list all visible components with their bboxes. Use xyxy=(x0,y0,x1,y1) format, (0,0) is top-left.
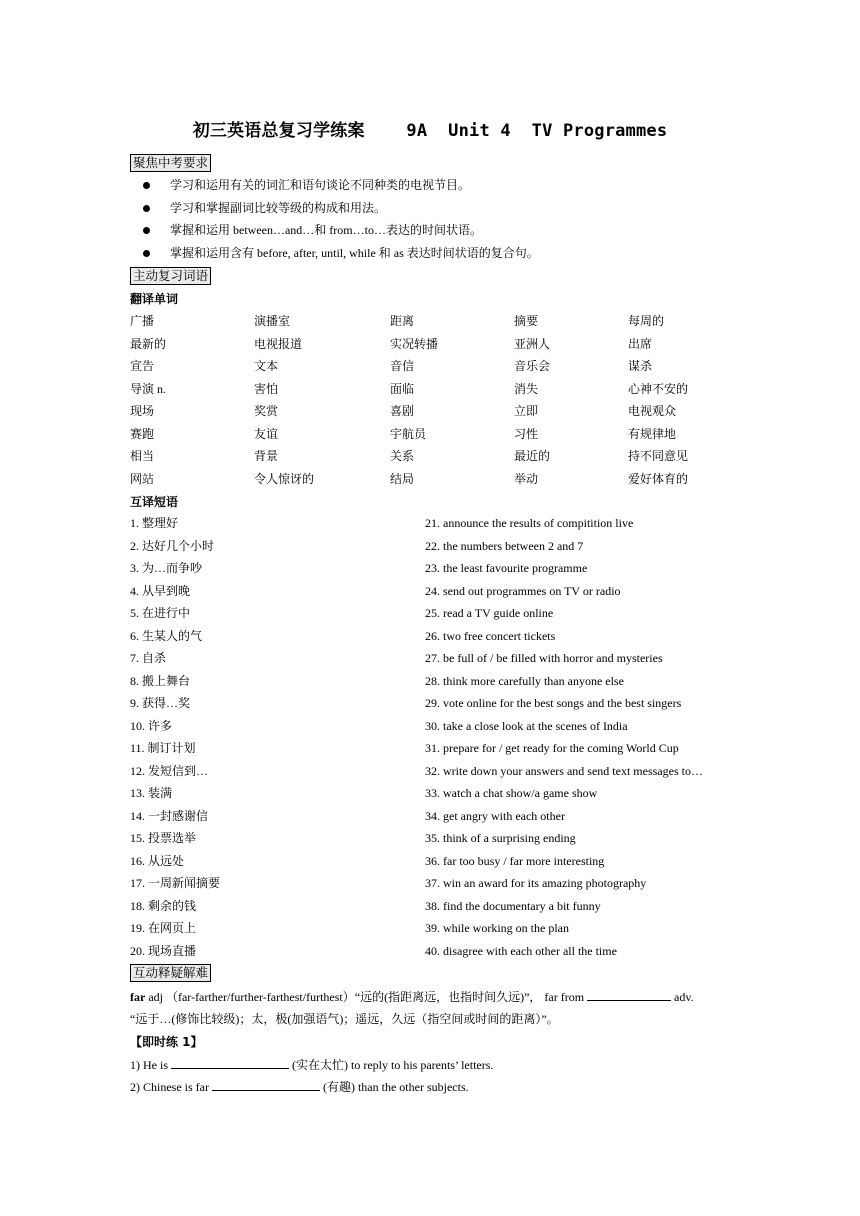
vocab-item: 亚洲人 xyxy=(514,336,551,351)
phrase-item: 40. disagree with each other all the time xyxy=(425,943,617,958)
vocab-item: 最新的 xyxy=(130,336,167,351)
vocab-item: 现场 xyxy=(130,404,155,418)
vocab-row xyxy=(130,423,750,446)
section-focus-label: 聚焦中考要求 xyxy=(130,154,211,172)
phrase-item: 23. the least favourite programme xyxy=(425,561,588,575)
phrase-item: 7. 自杀 xyxy=(130,651,167,665)
vocab-item: 音乐会 xyxy=(514,359,551,373)
vocab-item: 心神不安的 xyxy=(628,381,689,396)
phrase-item: 35. think of a surprising ending xyxy=(425,831,576,845)
answer-blank[interactable] xyxy=(587,988,671,1001)
vocab-item: 消失 xyxy=(514,381,539,396)
bullet-icon xyxy=(143,182,150,189)
vocab-item: 摘要 xyxy=(514,314,539,328)
vocab-item: 演播室 xyxy=(254,314,291,328)
phrase-item: 39. while working on the plan xyxy=(425,921,569,935)
vocab-row xyxy=(130,333,750,356)
vocab-item: 每周的 xyxy=(628,314,665,328)
phrase-item: 29. vote online for the best songs and the best singers xyxy=(425,696,682,710)
vocab-item: 文本 xyxy=(254,359,279,373)
vocab-item: 出席 xyxy=(628,336,653,351)
list-item: 掌握和运用含有 before, after, until, while 和 as 表达时间状语的复合句。 xyxy=(140,242,820,265)
vocab-item: 电视观众 xyxy=(628,404,677,418)
vocab-item: 广播 xyxy=(130,314,155,328)
bullet-icon xyxy=(143,205,150,212)
page-title: 初三英语总复习学练案 9A Unit 4 TV Programmes xyxy=(192,121,668,141)
phrase-item: 17. 一周新闻摘要 xyxy=(130,876,221,890)
exercise-title: 【即时练 1】 xyxy=(130,1035,203,1049)
vocab-item: 音信 xyxy=(390,359,415,373)
explain-line-1: far adj （far-farther/further-farthest/furthest）“远的(指距离远，也指时间久远)”， far from adv. xyxy=(130,990,694,1004)
vocab-heading: 翻译单词 xyxy=(130,292,179,306)
vocab-item: 面临 xyxy=(390,381,415,396)
phrase-item: 13. 装满 xyxy=(130,786,173,800)
vocab-item: 关系 xyxy=(390,449,415,463)
phrase-item: 14. 一封感谢信 xyxy=(130,808,209,823)
phrase-item: 8. 搬上舞台 xyxy=(130,673,191,688)
vocab-item: 友谊 xyxy=(254,426,279,441)
vocab-row xyxy=(130,378,750,401)
phrase-item: 9. 获得…奖 xyxy=(130,696,191,710)
phrase-item: 11. 制订计划 xyxy=(130,741,196,755)
list-item: 学习和掌握副词比较等级的构成和用法。 xyxy=(140,197,820,220)
phrase-item: 32. write down your answers and send text messages to… xyxy=(425,763,703,778)
list-item: 掌握和运用 between…and…和 from…to…表达的时间状语。 xyxy=(140,219,820,242)
section-review-label: 主动复习词语 xyxy=(130,267,211,285)
vocab-row xyxy=(130,400,750,423)
vocab-item: 爱好体育的 xyxy=(628,471,689,486)
vocab-item: 习性 xyxy=(514,426,539,441)
phrase-item: 36. far too busy / far more interesting xyxy=(425,853,605,868)
phrase-item: 10. 许多 xyxy=(130,718,173,733)
phrases-left-column xyxy=(130,512,220,962)
phrase-item: 28. think more carefully than anyone else xyxy=(425,673,624,688)
vocab-item: 举动 xyxy=(514,471,539,486)
vocab-row xyxy=(130,310,750,333)
vocab-item: 害怕 xyxy=(254,381,279,396)
vocab-item: 喜剧 xyxy=(390,404,415,418)
vocab-item: 相当 xyxy=(130,449,155,463)
vocab-grid xyxy=(130,310,750,490)
phrase-item: 22. the numbers between 2 and 7 xyxy=(425,538,584,553)
bullet-icon xyxy=(143,227,150,234)
phrase-item: 19. 在网页上 xyxy=(130,921,197,935)
vocab-row xyxy=(130,445,750,468)
vocab-item: 背景 xyxy=(254,449,279,463)
vocab-item: 最近的 xyxy=(514,449,551,463)
vocab-item: 宇航员 xyxy=(390,426,427,441)
phrase-item: 2. 达好几个小时 xyxy=(130,538,215,553)
vocab-item: 立即 xyxy=(514,404,539,418)
phrase-item: 31. prepare for / get ready for the coming World Cup xyxy=(425,741,679,755)
phrase-item: 25. read a TV guide online xyxy=(425,606,554,620)
vocab-item: 奖赏 xyxy=(254,404,279,418)
vocab-row xyxy=(130,355,750,378)
phrase-item: 26. two free concert tickets xyxy=(425,628,556,643)
vocab-item: 距离 xyxy=(390,314,415,328)
phrase-item: 38. find the documentary a bit funny xyxy=(425,898,601,913)
phrase-item: 5. 在进行中 xyxy=(130,606,191,620)
phrase-item: 4. 从早到晚 xyxy=(130,583,191,598)
phrase-item: 15. 投票选举 xyxy=(130,831,197,845)
phrases-heading: 互译短语 xyxy=(130,495,179,509)
explain-line-2: “远于…(修饰比较级)；太，极(加强语气)；遥远，久远（指空间或时间的距离）”。 xyxy=(130,1012,559,1026)
section-explain-label: 互动释疑解难 xyxy=(130,964,211,982)
vocab-item: 导演 n. xyxy=(130,381,167,396)
phrase-item: 12. 发短信到… xyxy=(130,763,209,778)
phrase-item: 27. be full of / be filled with horror and mysteries xyxy=(425,651,663,665)
answer-blank[interactable] xyxy=(171,1056,289,1069)
phrase-item: 1. 整理好 xyxy=(130,516,179,530)
phrase-item: 20. 现场直播 xyxy=(130,943,197,958)
exercise-item-2: 2) Chinese is far (有趣) than the other subjects. xyxy=(130,1080,469,1094)
answer-blank[interactable] xyxy=(212,1078,320,1091)
keyword-far: far xyxy=(130,990,146,1004)
phrase-item: 34. get angry with each other xyxy=(425,808,565,823)
phrase-item: 6. 生某人的气 xyxy=(130,628,203,643)
vocab-item: 结局 xyxy=(390,471,415,486)
phrase-item: 3. 为…而争吵 xyxy=(130,561,203,575)
phrase-item: 33. watch a chat show/a game show xyxy=(425,786,598,800)
phrase-item: 30. take a close look at the scenes of India xyxy=(425,718,628,733)
list-item: 学习和运用有关的词汇和语句谈论不同种类的电视节目。 xyxy=(140,174,820,197)
phrases-right-column xyxy=(425,512,703,962)
phrase-item: 37. win an award for its amazing photography xyxy=(425,876,647,890)
vocab-item: 令人惊讶的 xyxy=(254,471,315,486)
phrase-item: 21. announce the results of compitition live xyxy=(425,516,634,530)
vocab-item: 实况转播 xyxy=(390,336,439,351)
vocab-item: 谋杀 xyxy=(628,359,653,373)
vocab-item: 持不同意见 xyxy=(628,449,689,463)
vocab-item: 电视报道 xyxy=(254,336,303,351)
vocab-item: 赛跑 xyxy=(130,426,155,441)
requirements-list xyxy=(140,174,820,264)
exercise-item-1: 1) He is (实在太忙) to reply to his parents’ letters. xyxy=(130,1058,494,1072)
vocab-item: 有规律地 xyxy=(628,426,677,441)
phrase-item: 24. send out programmes on TV or radio xyxy=(425,583,621,598)
phrase-item: 16. 从远处 xyxy=(130,853,185,868)
phrase-item: 18. 剩余的钱 xyxy=(130,898,197,913)
vocab-item: 宣告 xyxy=(130,359,155,373)
bullet-icon xyxy=(143,250,150,257)
vocab-item: 网站 xyxy=(130,471,155,486)
vocab-row xyxy=(130,468,750,491)
